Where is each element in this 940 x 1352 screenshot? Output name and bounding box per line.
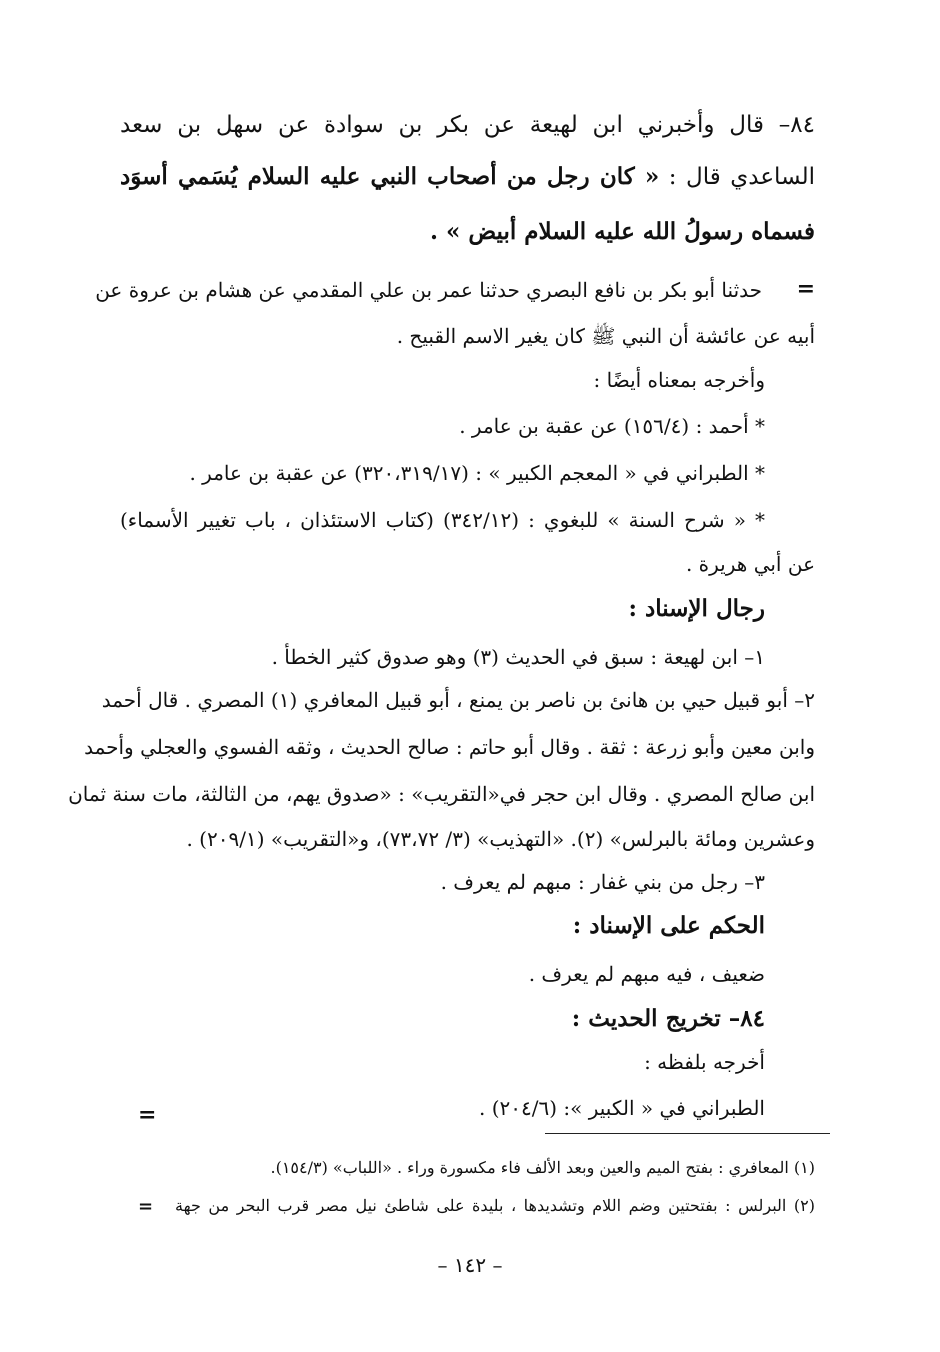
narrator-2-line-1: ٢– أبو قبيل حيي بن هانئ بن ناصر بن يمنع ، أبو قبيل المعافري (١) المصري . قال أحمد (101, 688, 815, 712)
hadith-line-2 (120, 163, 815, 190)
source-baghawi-cont: عن أبي هريرة . (685, 552, 815, 576)
source-tabarani: * الطبراني في « المعجم الكبير » : (٣٢٠،٣١٩/١٧) عن عقبة بن عامر . (189, 461, 765, 485)
footnote-1: (١) المعافري : بفتح الميم والعين وبعد الألف فاء مكسورة وراء . «اللباب» (١٥٤/٣). (270, 1158, 815, 1177)
narrator-1: ١– ابن لهيعة : سبق في الحديث (٣) وهو صدوق كثير الخطأ . (271, 645, 765, 669)
source-baghawi: * « شرح السنة » للبغوي : (٣٤٢/١٢) (كتاب الاستئذان ، باب تغيير الأسماء) (120, 508, 766, 532)
continuation-line-2: أبيه عن عائشة أن النبي ﷺ كان يغير الاسم القبيح . (396, 324, 815, 348)
footnote-2: (٢) البرلس : بفتحتين وضم اللام وتشديدها ، بليدة على شاطئ نيل مصر قرب البحر من جهة (175, 1196, 815, 1215)
hadith-quote-bold: « كان رجل من أصحاب النبي عليه السلام يُسَمي أسوَد (120, 163, 660, 190)
narrator-2-line-2: وابن معين وأبو زرعة : ثقة . وقال أبو حاتم : صالح الحديث ، وثقه الفسوي والعجلي وأحمد (84, 735, 815, 759)
takhrij-line-1: أخرجه بلفظه : (644, 1050, 765, 1074)
takhrij-line-2: الطبراني في « الكبير »: (٢٠٤/٦) . (478, 1096, 765, 1120)
page-number: – ١٤٢ – (437, 1253, 503, 1277)
continuation-line-1: حدثنا أبو بكر بن نافع البصري حدثنا عمر بن علي المقدمي عن هشام بن عروة عن (95, 278, 762, 302)
narrator-3: ٣– رجل من بني غفار : مبهم لم يعرف . (440, 870, 765, 894)
footnote-continuation-marker: = (138, 1196, 154, 1217)
hadith-line-2-plain: الساعدي قال : (659, 164, 815, 190)
source-ahmad: * أحمد : (١٥٦/٤) عن عقبة بن عامر . (459, 414, 765, 438)
narrator-2-line-3: ابن صالح المصري . وقال ابن حجر في«التقريب» : «صدوق يهم، من الثالثة، مات سنة ثمان (68, 782, 815, 806)
takhrij-continuation-marker: = (138, 1102, 157, 1128)
continuation-line-3: وأخرجه بمعناه أيضًا : (593, 368, 765, 392)
ruling-heading: الحكم على الإسناد : (572, 912, 765, 939)
hadith-line-3: فسماه رسولُ الله عليه السلام أبيض » . (429, 218, 815, 245)
takhrij-heading: ٨٤– تخريج الحديث : (571, 1005, 765, 1032)
narrator-2-line-4: وعشرين ومائة بالبرلس» (٢). «التهذيب» (٣/ ٧٣،٧٢)، و«التقريب» (٢٠٩/١) . (186, 827, 815, 851)
footnote-separator (545, 1133, 830, 1134)
narrators-heading: رجال الإسناد : (628, 595, 765, 622)
hadith-line-1: ٨٤– قال وأخبرني ابن لهيعة عن بكر بن سوادة عن سهل بن سعد (120, 112, 815, 138)
continuation-marker: = (796, 276, 815, 302)
ruling-text: ضعيف ، فيه مبهم لم يعرف . (528, 962, 765, 986)
